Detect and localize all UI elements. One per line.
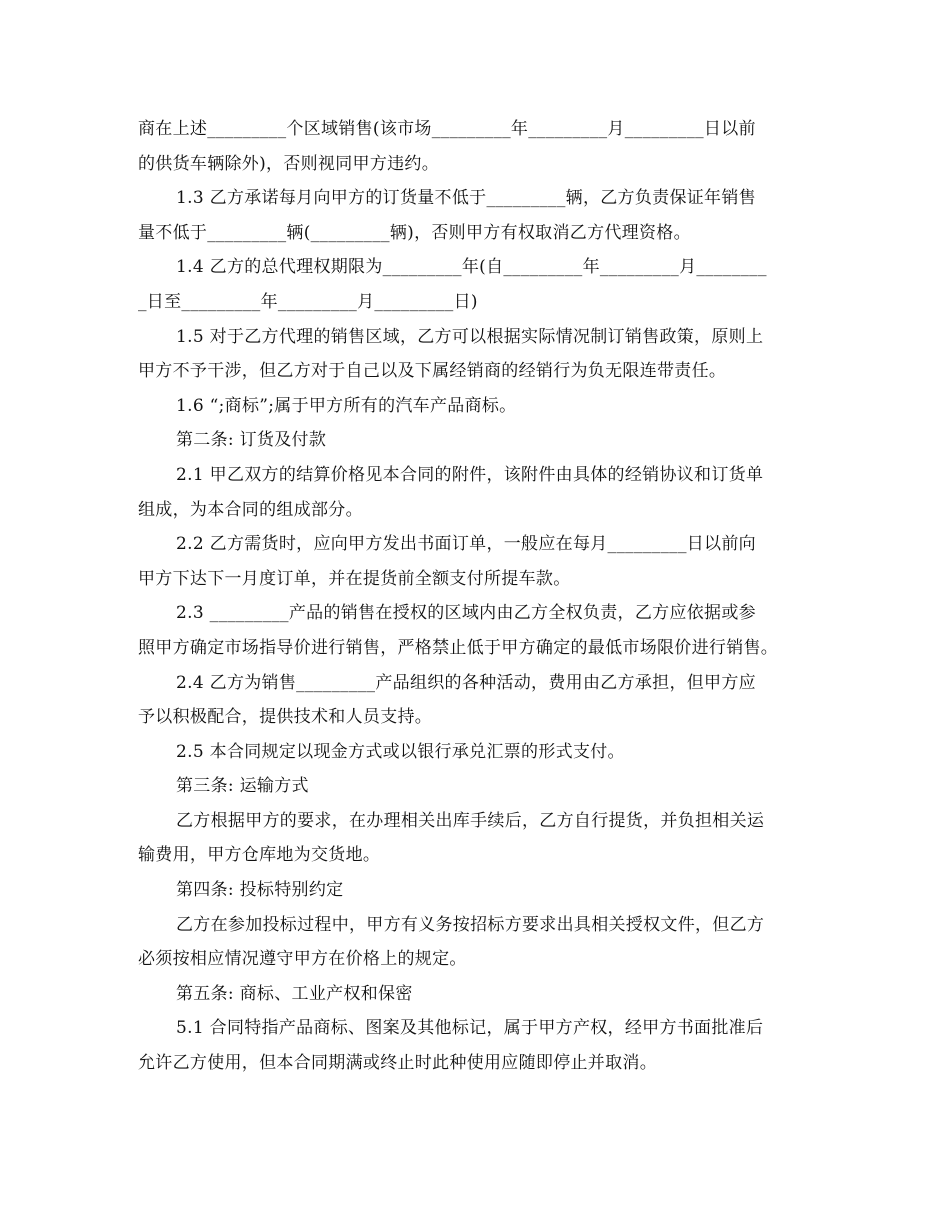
clause-2-2: 2.2 乙方需货时，应向甲方发出书面订单，一般应在每月_________日以前向 (176, 534, 756, 555)
text-line: 的供货车辆除外)，否则视同甲方违约。 (138, 153, 440, 174)
clause-1-4: 1.4 乙方的总代理权期限为_________年(自_________年_________月________ (176, 257, 767, 278)
section-heading-5: 第五条: 商标、工业产权和保密 (176, 983, 413, 1004)
section-heading-3: 第三条: 运输方式 (176, 776, 309, 797)
clause-2-1: 2.1 甲乙双方的结算价格见本合同的附件，该附件由具体的经销协议和订货单 (176, 464, 764, 485)
text-line: _日至_________年_________月_________日) (138, 291, 478, 312)
text-line: 允许乙方使用，但本合同期满或终止时此种使用应随即停止并取消。 (138, 1053, 657, 1074)
text-line: 量不低于_________辆(_________辆)，否则甲方有权取消乙方代理资格。 (138, 222, 691, 243)
clause-1-5: 1.5 对于乙方代理的销售区域，乙方可以根据实际情况制订销售政策，原则上 (176, 326, 764, 347)
section-3-text: 乙方根据甲方的要求，在办理相关出库手续后，乙方自行提货，并负担相关运 (176, 810, 765, 831)
text-line: 予以积极配合，提供技术和人员支持。 (138, 707, 433, 728)
section-heading-4: 第四条: 投标特别约定 (176, 880, 344, 901)
text-line: 甲方下达下一月度订单，并在提货前全额支付所提车款。 (138, 568, 571, 589)
text-line: 甲方不予干涉，但乙方对于自己以及下属经销商的经销行为负无限连带责任。 (138, 361, 727, 382)
contract-body (138, 112, 814, 1081)
text-line: 组成，为本合同的组成部分。 (138, 499, 363, 520)
clause-2-5: 2.5 本合同规定以现金方式或以银行承兑汇票的形式支付。 (176, 741, 625, 762)
clause-2-3: 2.3 _________产品的销售在授权的区域内由乙方全权负责，乙方应依据或参 (176, 603, 756, 624)
section-heading-2: 第二条: 订货及付款 (176, 430, 327, 451)
text-line: 输费用，甲方仓库地为交货地。 (138, 845, 381, 866)
text-line: 必须按相应情况遵守甲方在价格上的规定。 (138, 949, 467, 970)
text-line: 照甲方确定市场指导价进行销售，严格禁止低于甲方确定的最低市场限价进行销售。 (138, 637, 779, 658)
clause-5-1: 5.1 合同特指产品商标、图案及其他标记，属于甲方产权，经甲方书面批准后 (176, 1018, 764, 1039)
clause-1-6: 1.6 “;商标”;属于甲方所有的汽车产品商标。 (176, 395, 517, 416)
text-line: 商在上述_________个区域销售(该市场_________年_________月_________日以前 (138, 119, 756, 139)
clause-1-3: 1.3 乙方承诺每月向甲方的订货量不低于_________辆，乙方负责保证年销售 (176, 188, 756, 209)
clause-2-4: 2.4 乙方为销售_________产品组织的各种活动，费用由乙方承担，但甲方应 (176, 672, 756, 693)
section-4-text: 乙方在参加投标过程中，甲方有义务按招标方要求出具相关授权文件，但乙方 (176, 914, 765, 935)
